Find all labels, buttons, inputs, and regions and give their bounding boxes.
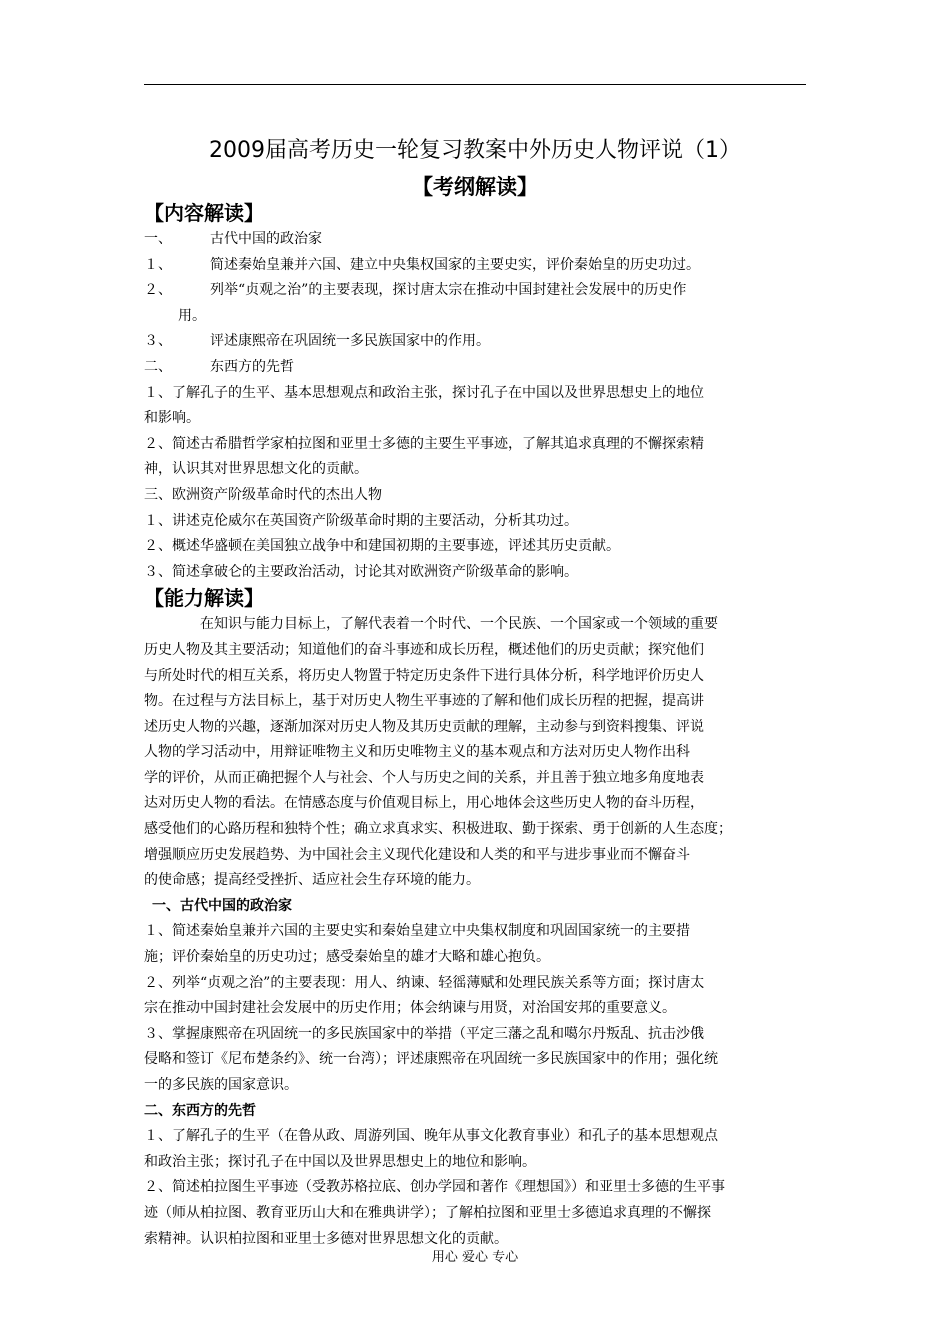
list-text: 评述康熙帝在巩固统一多民族国家中的作用。 bbox=[210, 333, 490, 350]
ability-line: 历史人物及其主要活动；知道他们的奋斗事迹和成长历程，概述他们的历史贡献；探究他们 bbox=[144, 641, 704, 658]
section-heading-syllabus: 【考纲解读】 bbox=[412, 175, 538, 199]
subsection-line: 索精神。认识柏拉图和亚里士多德对世界思想文化的贡献。 bbox=[144, 1230, 508, 1247]
ability-line: 在知识与能力目标上，了解代表着一个时代、一个民族、一个国家或一个领域的重要 bbox=[200, 616, 718, 633]
header-rule bbox=[144, 84, 806, 85]
content-line bbox=[144, 227, 814, 253]
content-line: １、了解孔子的生平、基本思想观点和政治主张，探讨孔子在中国以及世界思想史上的地位 bbox=[144, 384, 704, 401]
ability-line: 物。在过程与方法目标上，基于对历史人物生平事迹的了解和他们成长历程的把握，提高讲 bbox=[144, 693, 704, 710]
subsection-line: １、简述秦始皇兼并六国的主要史实和秦始皇建立中央集权制度和巩固国家统一的主要措 bbox=[144, 923, 690, 940]
subsection-line: 宗在推动中国封建社会发展中的历史作用；体会纳谏与用贤，对治国安邦的重要意义。 bbox=[144, 1000, 676, 1017]
content-line: 三、欧洲资产阶级革命时代的杰出人物 bbox=[144, 486, 382, 503]
subsection-line: 迹（师从柏拉图、教育亚历山大和在雅典讲学）；了解柏拉图和亚里士多德追求真理的不懈探 bbox=[144, 1204, 711, 1221]
list-marker: ３、 bbox=[144, 333, 172, 350]
ability-line: 与所处时代的相互关系，将历史人物置于特定历史条件下进行具体分析，科学地评价历史人 bbox=[144, 667, 704, 684]
ability-line: 人物的学习活动中，用辩证唯物主义和历史唯物主义的基本观点和方法对历史人物作出科 bbox=[144, 744, 690, 761]
content-line bbox=[144, 278, 814, 304]
content-line: ３、简述拿破仑的主要政治活动，讨论其对欧洲资产阶级革命的影响。 bbox=[144, 563, 578, 580]
content-line bbox=[144, 355, 814, 381]
ability-line: 述历史人物的兴趣，逐渐加深对历史人物及其历史贡献的理解，主动参与到资料搜集、评说 bbox=[144, 718, 704, 735]
subsection-line: 施；评价秦始皇的历史功过；感受秦始皇的雄才大略和雄心抱负。 bbox=[144, 949, 550, 966]
list-text: 古代中国的政治家 bbox=[210, 231, 322, 247]
heading-ability-interpretation: 【能力解读】 bbox=[144, 586, 264, 611]
subsection-line: ２、列举“贞观之治”的主要表现：用人、纳谏、轻徭薄赋和处理民族关系等方面；探讨唐太 bbox=[144, 974, 705, 991]
subsection-line: ３、掌握康熙帝在巩固统一的多民族国家中的举措（平定三藩之乱和噶尔丹叛乱、抗击沙俄 bbox=[144, 1025, 704, 1042]
ability-line: 感受他们的心路历程和独特个性；确立求真求实、积极进取、勤于探索、勇于创新的人生态度； bbox=[144, 821, 732, 838]
list-text: 列举“贞观之治”的主要表现，探讨唐太宗在推动中国封建社会发展中的历史作 bbox=[210, 282, 687, 299]
subsection-line: 一的多民族的国家意识。 bbox=[144, 1077, 298, 1093]
document-body bbox=[144, 200, 814, 1252]
list-marker: ２、 bbox=[144, 282, 172, 299]
content-line: 神，认识其对世界思想文化的贡献。 bbox=[144, 461, 368, 478]
list-text: 东西方的先哲 bbox=[210, 358, 294, 375]
subsection-line: 和政治主张；探讨孔子在中国以及世界思想史上的地位和影响。 bbox=[144, 1153, 536, 1170]
content-line bbox=[144, 329, 814, 355]
list-marker: 一、 bbox=[144, 231, 172, 247]
heading-content-interpretation: 【内容解读】 bbox=[144, 201, 264, 225]
subsection-line: １、了解孔子的生平（在鲁从政、周游列国、晚年从事文化教育事业）和孔子的基本思想观点 bbox=[144, 1128, 718, 1145]
content-line: ２、概述华盛顿在美国独立战争中和建国初期的主要事迹，评述其历史贡献。 bbox=[144, 538, 620, 555]
ability-line: 的使命感；提高经受挫折、适应社会生存环境的能力。 bbox=[144, 872, 480, 889]
page-footer: 用心 爱心 专心 bbox=[431, 1250, 519, 1265]
subsection-heading: 二、东西方的先哲 bbox=[144, 1102, 256, 1119]
document-title: 2009届高考历史一轮复习教案中外历史人物评说（1） bbox=[209, 138, 741, 163]
content-line: ２、简述古希腊哲学家柏拉图和亚里士多德的主要生平事迹，了解其追求真理的不懈探索精 bbox=[144, 435, 704, 452]
list-marker: 二、 bbox=[144, 358, 172, 375]
list-text: 简述秦始皇兼并六国、建立中央集权国家的主要史实，评价秦始皇的历史功过。 bbox=[210, 256, 700, 273]
content-line bbox=[144, 253, 814, 279]
subsection-heading: 一、古代中国的政治家 bbox=[152, 897, 292, 914]
list-marker: １、 bbox=[144, 256, 172, 273]
ability-line: 增强顺应历史发展趋势、为中国社会主义现代化建设和人类的和平与进步事业而不懈奋斗 bbox=[144, 846, 690, 863]
subsection-line: ２、简述柏拉图生平事迹（受教苏格拉底、创办学园和著作《理想国》）和亚里士多德的生平事 bbox=[144, 1179, 725, 1196]
content-line: 和影响。 bbox=[144, 410, 200, 427]
ability-line: 达对历史人物的看法。在情感态度与价值观目标上，用心地体会这些历史人物的奋斗历程， bbox=[144, 795, 704, 812]
ability-line: 学的评价，从而正确把握个人与社会、个人与历史之间的关系，并且善于独立地多角度地表 bbox=[144, 769, 704, 786]
content-line: 用。 bbox=[178, 307, 206, 324]
content-line: １、讲述克伦威尔在英国资产阶级革命时期的主要活动，分析其功过。 bbox=[144, 512, 578, 529]
subsection-line: 侵略和签订《尼布楚条约》、统一台湾）；评述康熙帝在巩固统一多民族国家中的作用；强化统 bbox=[144, 1051, 718, 1068]
